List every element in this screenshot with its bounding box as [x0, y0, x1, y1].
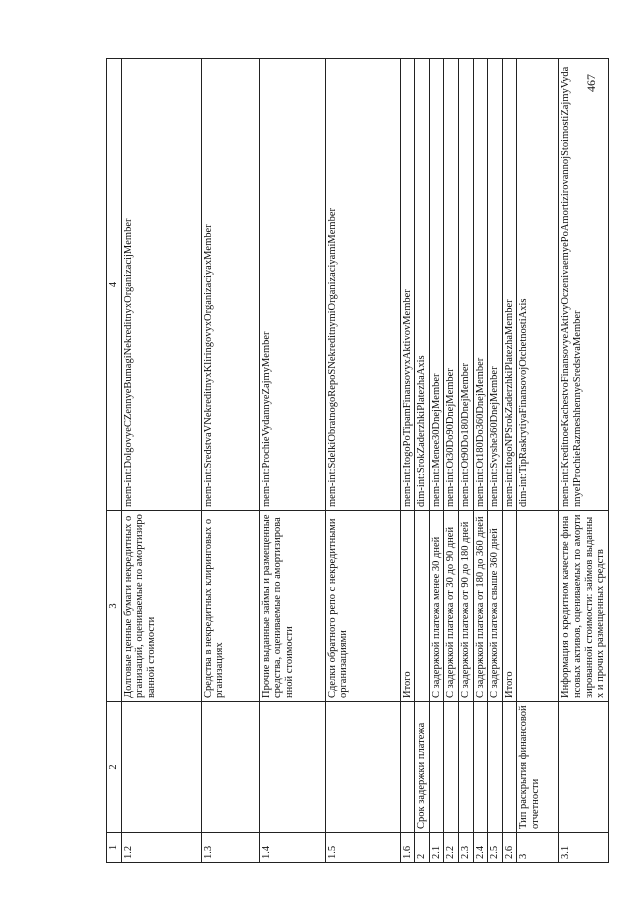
table-row — [259, 59, 325, 863]
table-row — [559, 59, 608, 863]
table-row — [473, 59, 488, 863]
row-code: mem-int:Ot90Do180DnejMember — [458, 59, 473, 511]
row-description: Прочие выданные займы и размещенные средства, оцениваемые по амортизированной стоимости — [259, 511, 325, 702]
row-code: mem-int:ItogoNPSrokZaderzhkiPlatezhaMember — [502, 59, 517, 511]
row-code: dim-int:SrokZaderzhkiPlatezhaAxis — [415, 59, 430, 511]
row-dimension — [400, 702, 415, 833]
row-code: mem-int:DolgovyeCZennyeBumagiNekreditnyxOrganizacijMember — [121, 59, 201, 511]
table-row — [458, 59, 473, 863]
table-row — [325, 59, 400, 863]
row-code: mem-int:SdelkiObratnogoRepoSNekreditnymiOrganizaciyamiMember — [325, 59, 400, 511]
row-number: 1.5 — [325, 833, 400, 863]
row-dimension — [259, 702, 325, 833]
row-description — [517, 511, 559, 702]
row-code: mem-int:KreditnoeKachestvoFinansovyeAktivyOczenivaemyePoAmortizirovannojStoimostiZajmyVydannyeIProchieRazmeshhennyeSredstvaMember — [559, 59, 608, 511]
row-dimension — [502, 702, 517, 833]
row-dimension: Срок задержки платежа — [415, 702, 430, 833]
row-number: 2.5 — [488, 833, 503, 863]
row-description: С задержкой платежа от 180 до 360 дней — [473, 511, 488, 702]
row-dimension — [488, 702, 503, 833]
row-dimension: Тип раскрытия финансовой отчетности — [517, 702, 559, 833]
row-number: 2.1 — [429, 833, 444, 863]
table-row — [400, 59, 415, 863]
header-cell: 2 — [107, 702, 122, 833]
row-code: mem-int:Ot180Do360DnejMember — [473, 59, 488, 511]
row-dimension — [458, 702, 473, 833]
row-description — [415, 511, 430, 702]
row-description: Средства в некредитных клиринговых организациях — [201, 511, 259, 702]
table-row — [201, 59, 259, 863]
row-code: mem-int:Ot30Do90DnejMember — [444, 59, 459, 511]
table-row — [415, 59, 430, 863]
table-row — [517, 59, 559, 863]
data-table — [106, 58, 609, 863]
row-number: 1.4 — [259, 833, 325, 863]
row-number: 2.2 — [444, 833, 459, 863]
row-number: 1.3 — [201, 833, 259, 863]
row-code: mem-int:Svyshe360DnejMember — [488, 59, 503, 511]
table-row — [121, 59, 201, 863]
row-description: С задержкой платежа менее 30 дней — [429, 511, 444, 702]
row-code: mem-int:Menee30DnejMember — [429, 59, 444, 511]
row-description: Информация о кредитном качестве финансовых активов, оцениваемых по амортизированной стоимости: займов выданных и прочих размещенных средств — [559, 511, 608, 702]
header-cell: 1 — [107, 833, 122, 863]
table-header-row — [107, 59, 122, 863]
row-description: Итого — [502, 511, 517, 702]
row-code: mem-int:ProchieVydannyeZajmyMember — [259, 59, 325, 511]
header-cell: 4 — [107, 59, 122, 511]
row-description: С задержкой платежа свыше 360 дней — [488, 511, 503, 702]
table-row — [502, 59, 517, 863]
row-description: С задержкой платежа от 90 до 180 дней — [458, 511, 473, 702]
row-description: Итого — [400, 511, 415, 702]
row-code: mem-int:ItogoPoTipamFinansovyxAktivovMember — [400, 59, 415, 511]
row-dimension — [429, 702, 444, 833]
table-row — [429, 59, 444, 863]
row-number: 1.6 — [400, 833, 415, 863]
row-number: 1.2 — [121, 833, 201, 863]
row-description: С задержкой платежа от 30 до 90 дней — [444, 511, 459, 702]
row-number: 2.4 — [473, 833, 488, 863]
row-number: 2 — [415, 833, 430, 863]
row-number: 2.6 — [502, 833, 517, 863]
row-dimension — [325, 702, 400, 833]
row-number: 3 — [517, 833, 559, 863]
header-cell: 3 — [107, 511, 122, 702]
row-dimension — [559, 702, 608, 833]
row-dimension — [201, 702, 259, 833]
row-dimension — [121, 702, 201, 833]
row-number: 3.1 — [559, 833, 608, 863]
row-number: 2.3 — [458, 833, 473, 863]
row-description: Долговые ценные бумаги некредитных организаций, оцениваемые по амортизированной стоимости — [121, 511, 201, 702]
row-dimension — [473, 702, 488, 833]
table-row — [444, 59, 459, 863]
row-dimension — [444, 702, 459, 833]
table-row — [488, 59, 503, 863]
row-code: mem-int:SredstvaVNekreditnyxKliringovyxOrganizaciyaxMember — [201, 59, 259, 511]
row-code: dim-int:TipRaskrytiyaFinansovojOtchetnostiAxis — [517, 59, 559, 511]
row-description: Сделки обратного репо с некредитными организациями — [325, 511, 400, 702]
page-number: 467 — [584, 74, 598, 92]
